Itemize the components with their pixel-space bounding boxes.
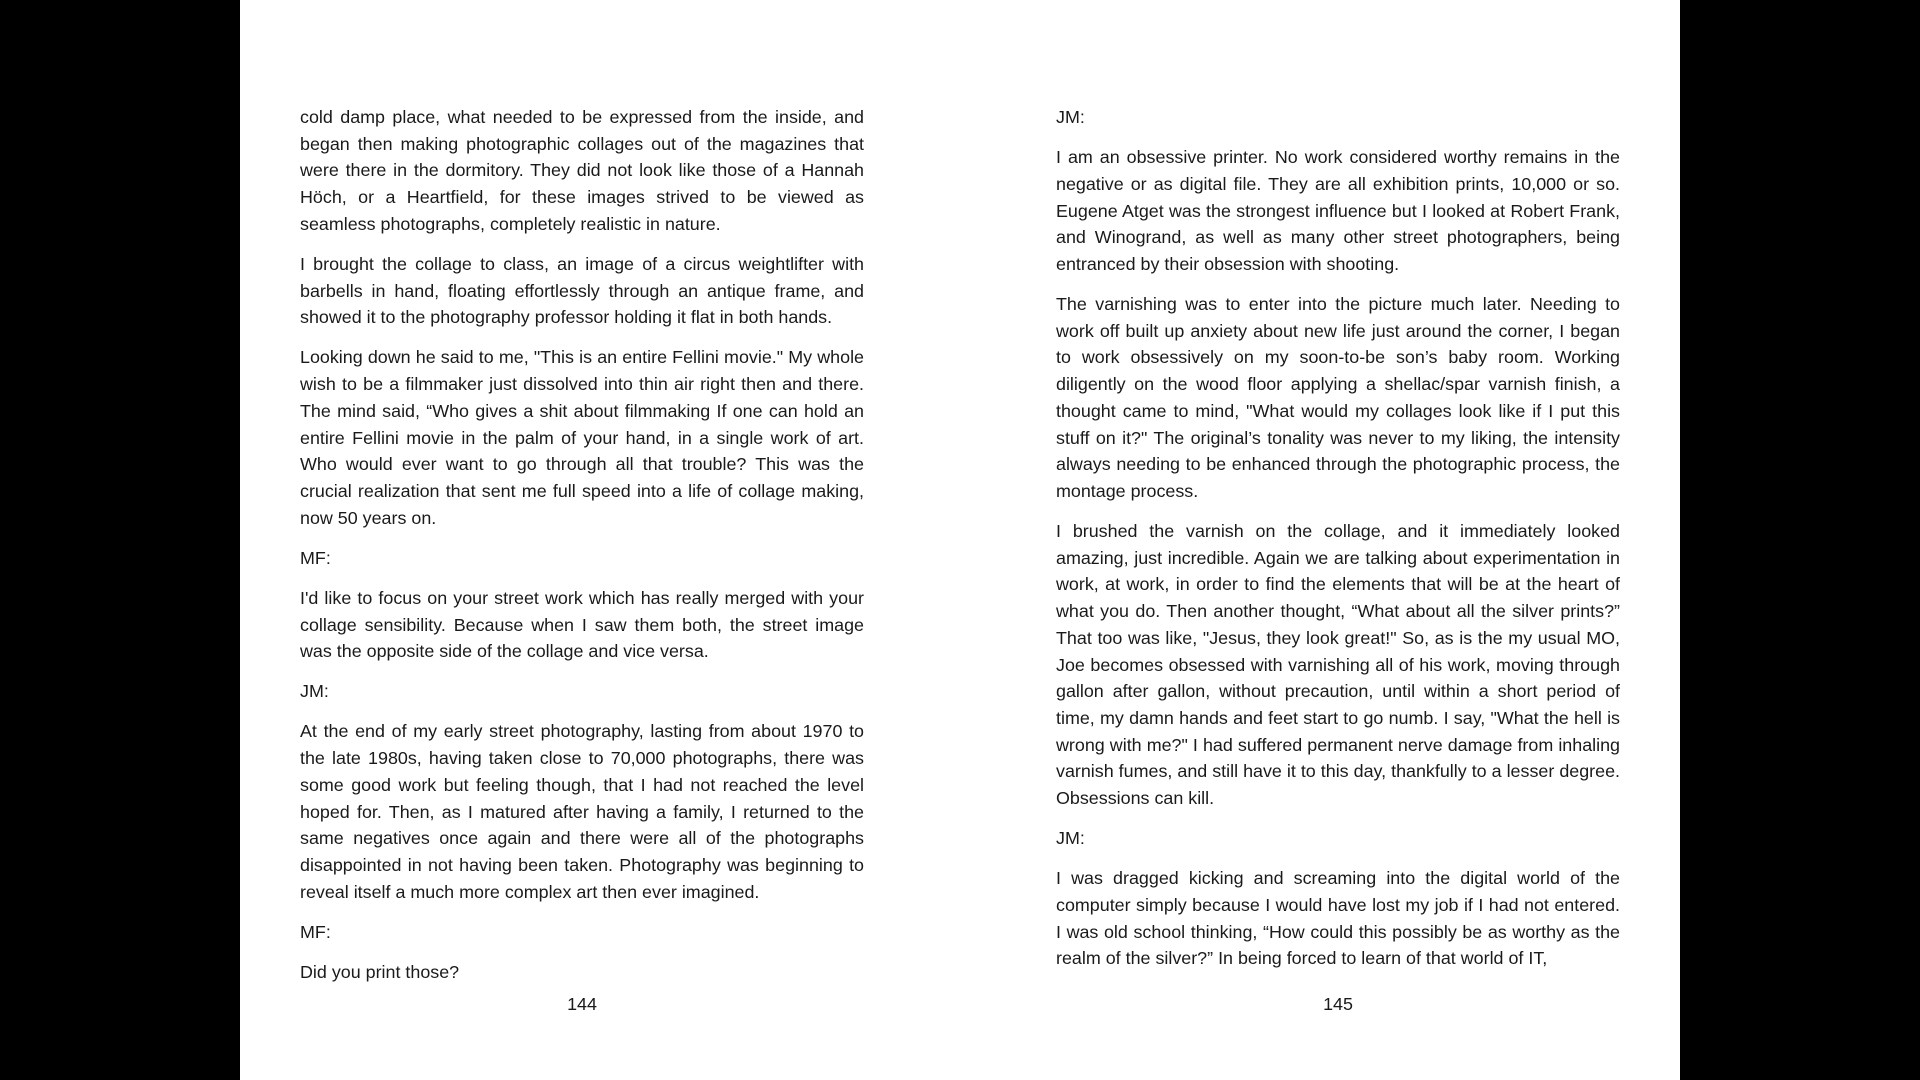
page-number-right: 145 [1323,994,1353,1014]
paragraph: I'd like to focus on your street work which has really merged with your collage sensibility. Because when I saw them both, the street image was the opposite side of the collage and vice versa. [300,587,864,662]
paragraph: The varnishing was to enter into the picture much later. Needing to work off built up anxiety about new life just around the corner, I began to work obsessively on my soon-to-be son’s baby room. Working diligently on the wood floor applying a shellac/spar varnish finish, a thought came to mind, "What would my collages look like if I put this stuff on it?" The original’s tonality was never to my liking, the intensity always needing to be enhanced through the photographic process, the montage process. [1056,294,1620,501]
left-page-text [300,104,864,999]
right-page-text [1056,104,1620,985]
speaker-label: MF: [300,547,331,568]
paragraph: I brushed the varnish on the collage, and it immediately looked amazing, just incredible. Again we are talking about experimentation in work, at work, in order to find the elements that will be at the heart of what you do. Then another thought, “What about all the silver prints?” That too was like, "Jesus, they look great!" So, as is the my usual MO, Joe becomes obsessed with varnishing all of his work, moving through gallon after gallon, without precaution, until within a short period of time, my damn hands and feet start to go numb. I say, "What the hell is wrong with me?" I had suffered permanent nerve damage from inhaling varnish fumes, and still have it to this day, thankfully to a lesser degree. Obsessions can kill. [1056,521,1620,809]
book-spread [240,0,1680,1080]
paragraph: Did you print those? [300,961,460,982]
speaker-label: JM: [300,681,329,702]
page-number-left: 144 [567,994,597,1014]
speaker-label: JM: [1056,107,1085,127]
speaker-label: MF: [300,921,331,942]
paragraph: I am an obsessive printer. No work considered worthy remains in the negative or as digital file. They are all exhibition prints, 10,000 or so. Eugene Atget was the strongest influence but I looked at Robert Frank, and Winogrand, as well as many other street photographers, being entranced by their obsession with shooting. [1056,147,1620,274]
paragraph: I was dragged kicking and screaming into the digital world of the computer simply because I would have lost my job if I had not entered. I was old school thinking, “How could this possibly be as worthy as the realm of the silver?” In being forced to learn of that world of IT, [1056,868,1620,969]
speaker-label: JM: [1056,828,1085,849]
left-page [240,0,960,1080]
paragraph: At the end of my early street photography, lasting from about 1970 to the late 1980s, having taken close to 70,000 photographs, there was some good work but feeling though, that I had not reached the level hoped for. Then, as I matured after having a family, I returned to the same negatives once again and there were all of the photographs disappointed in not having been taken. Photography was beginning to reveal itself a much more complex art then ever imagined. [300,721,864,902]
paragraph: cold damp place, what needed to be expressed from the inside, and began then making photographic collages out of the magazines that were there in the dormitory. They did not look like those of a Hannah Höch, or a Heartfield, for these images strived to be viewed as seamless photographs, completely realistic in nature. [300,107,864,234]
right-page [960,0,1680,1080]
paragraph: Looking down he said to me, "This is an entire Fellini movie." My whole wish to be a filmmaker just dissolved into thin air right then and there. The mind said, “Who gives a shit about filmmaking If one can hold an entire Fellini movie in the palm of your hand, in a single work of art. Who would ever want to go through all that trouble? This was the crucial realization that sent me full speed into a life of collage making, now 50 years on. [300,347,864,528]
paragraph: I brought the collage to class, an image of a circus weightlifter with barbells in hand, floating effortlessly through an antique frame, and showed it to the photography professor holding it flat in both hands. [300,253,864,328]
